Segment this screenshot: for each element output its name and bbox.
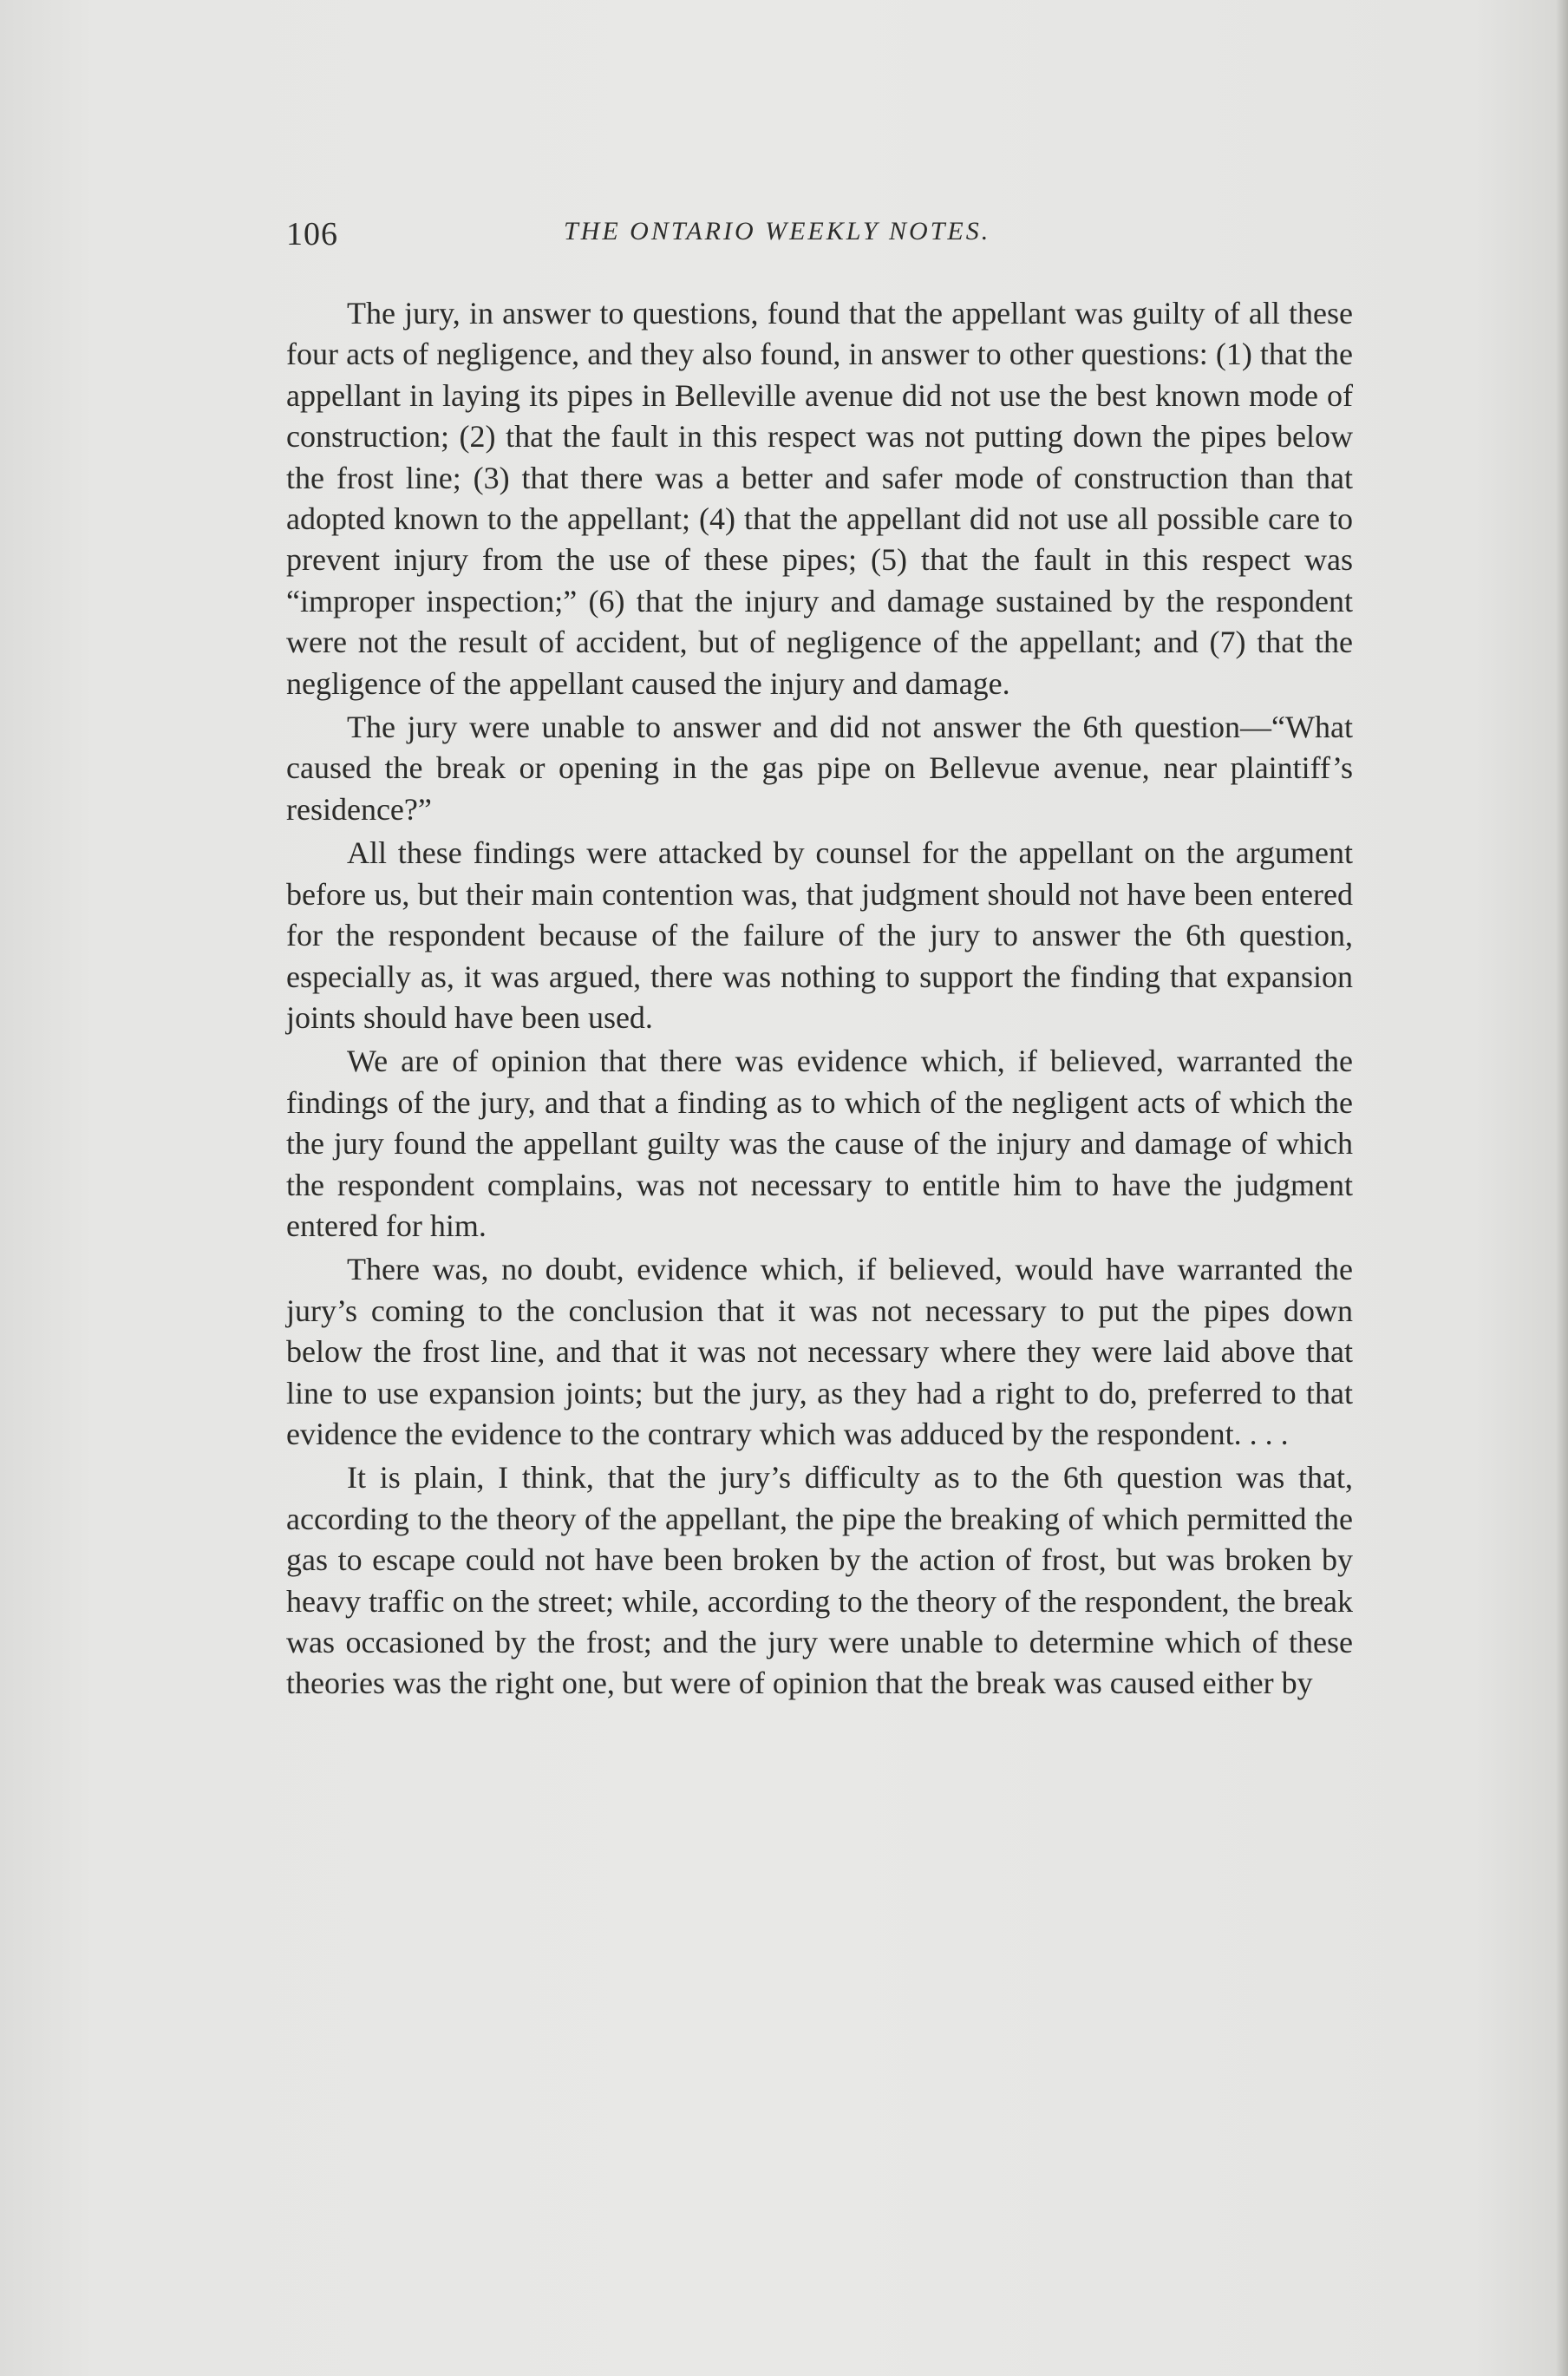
paragraph: It is plain, I think, that the jury’s difficulty as to the 6th question was that, according to the theory of the appellant, the pipe the breaking of which permitted the gas to escape could not have been broken by the action of frost, but was broken by heavy traffic on the street; while, according to the theory of the respondent, the break was occasioned by the frost; and the jury were unable to determine which of these theories was the right one, but were of opinion that the break was caused either by [286, 1460, 1353, 1701]
paragraph: All these findings were attacked by counsel for the appellant on the argument before us, but their main contention was, that judgment should not have been entered for the respondent because of the failure of the jury to answer the 6th question, especially as, it was argued, there was nothing to support the finding that expansion joints should have been used. [286, 835, 1353, 1035]
paragraph: The jury were unable to answer and did not answer the 6th question—“What caused the break or opening in the gas pipe on Bellevue avenue, near plaintiff’s residence?” [286, 710, 1353, 827]
paragraph: The jury, in answer to questions, found that the appellant was guilty of all these four acts of negligence, and they also found, in answer to other questions: (1) that the appellant in laying its pipes in Belleville avenue did not use the best known mode of construction; (2) that the fault in this respect was not putting down the pipes below the frost line; (3) that there was a better and safer mode of construction than that adopted known to the appellant; (4) that the appellant did not use all possible care to prevent injury from the use of these pipes; (5) that the fault in this respect was “improper inspection;” (6) that the injury and damage sustained by the respondent were not the result of accident, but of negligence of the appellant; and (7) that the negligence of the appellant caused the injury and damage. [286, 296, 1353, 701]
paragraph: We are of opinion that there was evidence which, if believed, warranted the findings of the jury, and that a finding as to which of the negligent acts of which the the jury found the appellant guilty was the cause of the injury and damage of which the respondent complains, was not necessary to entitle him to have the judgment entered for him. [286, 1044, 1353, 1243]
body-text [286, 293, 1353, 1707]
paragraph: There was, no doubt, evidence which, if believed, would have warranted the jury’s coming to the conclusion that it was not necessary to put the pipes down below the frost line, and that it was not necessary where they were laid above that line to use expansion joints; but the jury, as they had a right to do, preferred to that evidence the evidence to the contrary which was adduced by the respondent. . . . [286, 1252, 1353, 1451]
page-number: 106 [286, 216, 338, 252]
page-header [286, 215, 1353, 264]
running-title: THE ONTARIO WEEKLY NOTES. [564, 217, 991, 245]
